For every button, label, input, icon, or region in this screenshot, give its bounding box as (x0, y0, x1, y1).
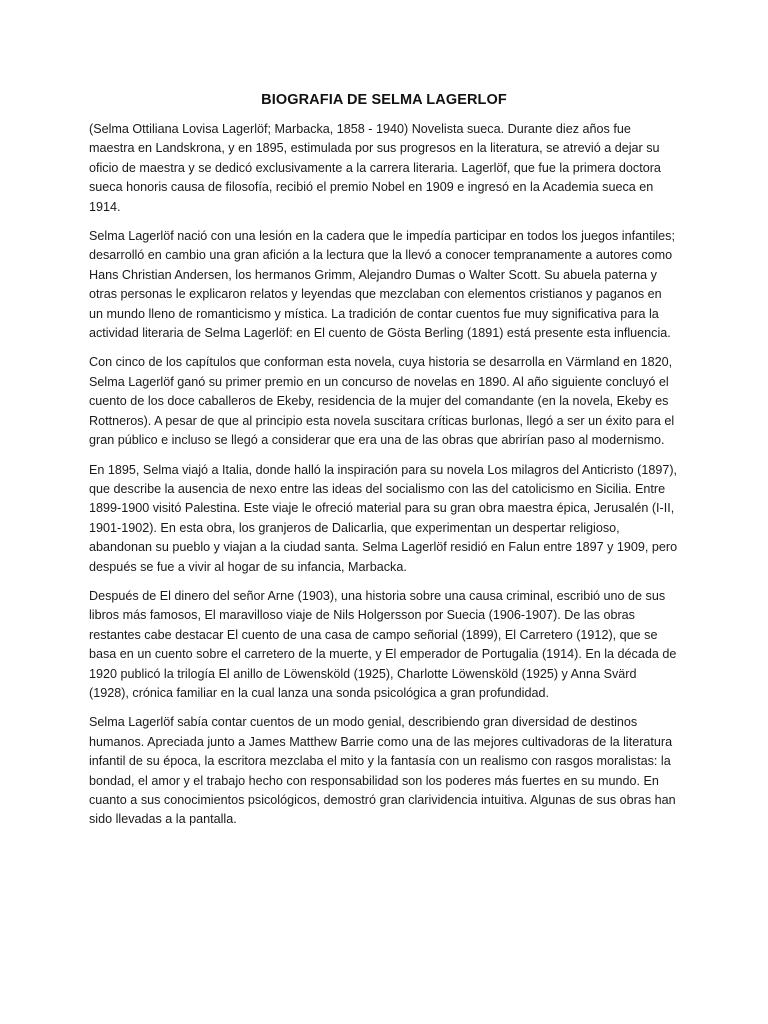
paragraph-intro: (Selma Ottiliana Lovisa Lagerlöf; Marbacka, 1858 - 1940) Novelista sueca. Durante diez años fue maestra en Landskrona, y en 1895, estimulada por sus progresos en la literatura, se atrevió a dejar su oficio de maestra y se dedicó exclusivamente a la carrera literaria. Lagerlöf, que fue la primera doctora sueca honoris causa de filosofía, recibió el premio Nobel en 1909 e ingresó en la Academia sueca en 1914. (89, 122, 661, 214)
paragraph-works: Después de El dinero del señor Arne (1903), una historia sobre una causa criminal, escribió uno de sus libros más famosos, El maravilloso viaje de Nils Holgersson por Suecia (1906-1907). De las obras restantes cabe destacar El cuento de una casa de campo señorial (1899), El Carretero (1912), que se basa en un cuento sobre el carretero de la muerte, y El emperador de Portugalia (1914). En la década de 1920 publicó la trilogía El anillo de Löwensköld (1925), Charlotte Löwensköld (1925) y Anna Svärd (1928), crónica familiar en la cual lanza una sonda psicológica a gran profundidad. (89, 588, 677, 700)
paragraph-first-prize: Con cinco de los capítulos que conforman esta novela, cuya historia se desarrolla en Värmland en 1820, Selma Lagerlöf ganó su primer premio en un concurso de novelas en 1890. Al año siguiente concluyó el cuento de los doce caballeros de Ekeby, residencia de la mujer del comandante (en la novela, Ekeby es Rottneros). A pesar de que al principio esta novela suscitara críticas burlonas, llegó a ser un éxito para el gran público e incluso se llegó a considerar que era una de las obras que abrirían paso al modernismo. (89, 355, 675, 448)
paragraph-travels: En 1895, Selma viajó a Italia, donde halló la inspiración para su novela Los milagros del Anticristo (1897), que describe la ausencia de nexo entre las ideas del socialismo con las del catolicismo en Sicilia. Entre 1899-1900 visitó Palestina. Este viaje le ofreció material para su gran obra maestra épica, Jerusalén (I-II, 1901-1902). En esta obra, los granjeros de Dalicarlia, que experimentan un despertar religioso, abandonan su pueblo y viajan a la ciudad santa. Selma Lagerlöf residió en Falun entre 1897 y 1909, pero después se fue a vivir al hogar de su infancia, Marbacka. (89, 462, 678, 574)
document-body (89, 92, 679, 840)
document-title: BIOGRAFIA DE SELMA LAGERLOF (261, 92, 507, 108)
paragraph-legacy: Selma Lagerlöf sabía contar cuentos de un modo genial, describiendo gran diversidad de destinos humanos. Apreciada junto a James Matthew Barrie como una de las mejores cultivadoras de la literatura infantil de su época, la escritora mezclaba el mito y la fantasía con un realismo con rasgos moralistas: la bondad, el amor y el trabajo hecho con responsabilidad son los poderes más fuertes en su mundo. En cuanto a sus conocimientos psicológicos, demostró gran clarividencia intuitiva. Algunas de sus obras han sido llevadas a la pantalla. (89, 715, 676, 827)
paragraph-childhood: Selma Lagerlöf nació con una lesión en la cadera que le impedía participar en todos los juegos infantiles; desarrolló en cambio una gran afición a la lectura que la llevó a conocer tempranamente a autores como Hans Christian Andersen, los hermanos Grimm, Alejandro Dumas o Walter Scott. Su abuela paterna y otras personas le explicaron relatos y leyendas que mezclaban con elementos cristianos y paganos en un mundo lleno de romanticismo y mística. La tradición de contar cuentos fue muy significativa para la actividad literaria de Selma Lagerlöf: en El cuento de Gösta Berling (1891) está presente esta influencia. (89, 229, 675, 341)
